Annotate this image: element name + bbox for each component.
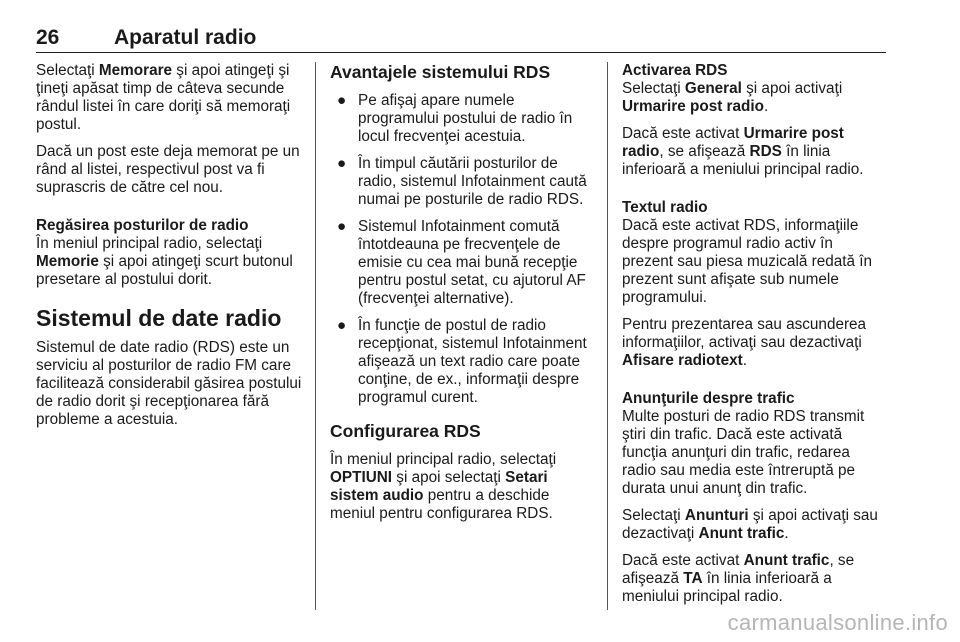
- subheading: Textul radio: [622, 199, 708, 216]
- column-middle: [330, 62, 596, 532]
- bullet-icon: ●: [337, 92, 347, 109]
- page-header: [36, 26, 886, 53]
- paragraph: Selectaţi General şi apoi activaţi Urmarire post radio.: [622, 80, 843, 115]
- page-number: 26: [36, 26, 60, 49]
- list-item: ● Pe afişaj apare numele programului postului de radio în locul frecvenţei acestuia.: [337, 92, 573, 145]
- paragraph: Multe posturi de radio RDS transmit ştiri din trafic. Dacă este activată funcţia anunţuri din trafic, redarea radio sau media este întreruptă pe durata unui anunţ din trafic.: [622, 408, 865, 497]
- list-item: ● În funcţie de postul de radio recepţionat, sistemul Infotainment afişează un text radio care poate conţine, de ex., informaţii despre programul curent.: [337, 317, 587, 406]
- paragraph: Dacă un post este deja memorat pe un rând al listei, respectivul post va fi suprascris de către cel nou.: [36, 143, 300, 196]
- column-left: [36, 62, 302, 438]
- subheading: Regăsirea posturilor de radio: [36, 217, 249, 234]
- watermark-text: carmanualsonline.info: [727, 610, 948, 635]
- column-divider: [607, 62, 608, 610]
- bullet-icon: ●: [337, 155, 347, 172]
- bullet-list: [330, 92, 596, 407]
- column-right: [622, 62, 888, 615]
- paragraph: Dacă este activat Anunt trafic, se afişează TA în linia inferioară a meniului principal radio.: [622, 552, 855, 605]
- bullet-icon: ●: [337, 317, 347, 334]
- paragraph: Selectaţi Memorare şi apoi atingeţi şi ţineţi apăsat timp de câteva secunde rândul listei în care doriţi să memoraţi postul.: [36, 62, 291, 133]
- paragraph: Selectaţi Anunturi şi apoi activaţi sau dezactivaţi Anunt trafic.: [622, 507, 878, 542]
- paragraph: Dacă este activat Urmarire post radio, se afişează RDS în linia inferioară a meniului principal radio.: [622, 125, 864, 178]
- list-item: ● Sistemul Infotainment comută întotdeauna pe frecvenţele de emisie cu cea mai bună recepţie pentru postul setat, cu ajutorul AF (frecvenţei alternative).: [337, 218, 586, 307]
- section-heading: Avantajele sistemului RDS: [330, 62, 551, 82]
- paragraph: În meniul principal radio, selectaţi OPTIUNI şi apoi selectaţi Setari sistem audio pentru a deschide meniul pentru configurarea RDS.: [330, 451, 557, 522]
- paragraph: Dacă este activat RDS, informaţiile despre programul radio activ în prezent sau piesa muzicală redată în prezent sunt afişate sub numele programului.: [622, 217, 872, 306]
- subheading: Anunţurile despre trafic: [622, 390, 795, 407]
- section-heading: Configurarea RDS: [330, 421, 481, 441]
- chapter-title: Aparatul radio: [114, 26, 257, 49]
- subheading: Activarea RDS: [622, 62, 728, 79]
- column-divider: [315, 62, 316, 610]
- paragraph: Pentru prezentarea sau ascunderea informaţiilor, activaţi sau dezactivaţi Afisare radiotext.: [622, 316, 867, 369]
- paragraph: În meniul principal radio, selectaţi Memorie şi apoi atingeţi scurt butonul presetare al postului dorit.: [36, 235, 293, 288]
- section-heading: Sistemul de date radio: [36, 305, 282, 331]
- paragraph: Sistemul de date radio (RDS) este un serviciu al posturilor de radio FM care facilitează considerabil găsirea postului de radio dorit şi recepţionarea fără probleme a acestuia.: [36, 339, 302, 428]
- list-item: ● În timpul căutării posturilor de radio, sistemul Infotainment caută numai pe posturile de radio RDS.: [337, 155, 587, 208]
- bullet-icon: ●: [337, 218, 347, 235]
